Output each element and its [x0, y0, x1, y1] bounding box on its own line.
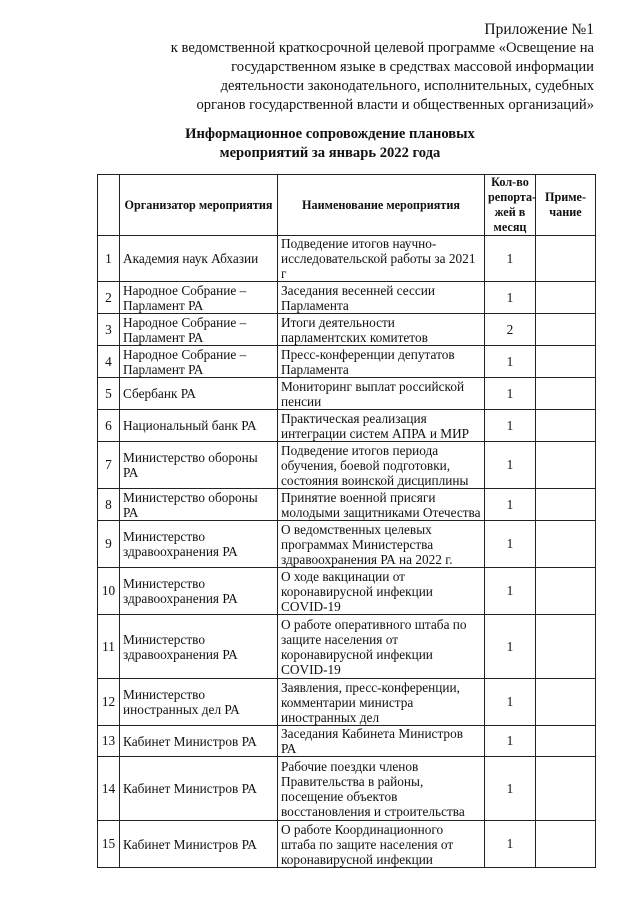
- table-row: [98, 282, 596, 314]
- row-organizer: Национальный банк РА: [120, 410, 278, 442]
- table-row: [98, 410, 596, 442]
- row-event: О работе оперативного штаба по защите населения от коронавирусной инфекции COVID-19: [278, 615, 485, 679]
- table-row: [98, 821, 596, 868]
- row-note: [536, 521, 596, 568]
- row-quantity: 1: [485, 679, 536, 726]
- title-line: Информационное сопровождение плановых: [185, 126, 475, 142]
- row-organizer: Кабинет Министров РА: [120, 726, 278, 757]
- row-number: 13: [98, 726, 120, 757]
- row-quantity: 2: [485, 314, 536, 346]
- table-body: [98, 236, 596, 868]
- row-quantity: 1: [485, 489, 536, 521]
- row-note: [536, 757, 596, 821]
- table-row: [98, 726, 596, 757]
- header-number: [98, 175, 120, 236]
- table-row: [98, 236, 596, 282]
- row-quantity: 1: [485, 726, 536, 757]
- row-note: [536, 821, 596, 868]
- table-row: [98, 489, 596, 521]
- row-quantity: 1: [485, 282, 536, 314]
- row-event: Принятие военной присяги молодыми защитниками Отечества: [278, 489, 485, 521]
- row-note: [536, 726, 596, 757]
- row-note: [536, 442, 596, 489]
- row-organizer: Народное Собрание – Парламент РА: [120, 346, 278, 378]
- row-organizer: Народное Собрание – Парламент РА: [120, 282, 278, 314]
- row-number: 2: [98, 282, 120, 314]
- row-number: 3: [98, 314, 120, 346]
- row-organizer: Кабинет Министров РА: [120, 821, 278, 868]
- row-event: Подведение итогов периода обучения, боевой подготовки, состояния воинской дисциплины: [278, 442, 485, 489]
- row-quantity: 1: [485, 410, 536, 442]
- table-header-row: [98, 175, 596, 236]
- header-event: Наименование мероприятия: [278, 175, 485, 236]
- row-organizer: Народное Собрание – Парламент РА: [120, 314, 278, 346]
- appendix-header: [110, 20, 594, 115]
- table-row: [98, 679, 596, 726]
- row-event: Заседания весенней сессии Парламента: [278, 282, 485, 314]
- row-quantity: 1: [485, 346, 536, 378]
- row-event: О работе Координационного штаба по защите населения от коронавирусной инфекции: [278, 821, 485, 868]
- header-quantity: Кол-во репорта-жей в месяц: [485, 175, 536, 236]
- row-quantity: 1: [485, 821, 536, 868]
- row-number: 5: [98, 378, 120, 410]
- row-event: О ведомственных целевых программах Министерства здравоохранения РА на 2022 г.: [278, 521, 485, 568]
- row-note: [536, 378, 596, 410]
- row-organizer: Министерство обороны РА: [120, 442, 278, 489]
- table-row: [98, 346, 596, 378]
- row-organizer: Министерство здравоохранения РА: [120, 615, 278, 679]
- row-note: [536, 314, 596, 346]
- row-note: [536, 489, 596, 521]
- table-row: [98, 568, 596, 615]
- row-organizer: Академия наук Абхазии: [120, 236, 278, 282]
- row-number: 4: [98, 346, 120, 378]
- row-number: 15: [98, 821, 120, 868]
- row-number: 14: [98, 757, 120, 821]
- row-quantity: 1: [485, 442, 536, 489]
- row-organizer: Министерство здравоохранения РА: [120, 521, 278, 568]
- row-event: Подведение итогов научно-исследовательской работы за 2021 г: [278, 236, 485, 282]
- row-number: 8: [98, 489, 120, 521]
- row-event: Заявления, пресс-конференции, комментарии министра иностранных дел: [278, 679, 485, 726]
- row-note: [536, 236, 596, 282]
- row-event: Практическая реализация интеграции систем АПРА и МИР: [278, 410, 485, 442]
- appendix-number: Приложение №1: [484, 21, 594, 38]
- row-organizer: Министерство иностранных дел РА: [120, 679, 278, 726]
- row-organizer: Министерство обороны РА: [120, 489, 278, 521]
- row-number: 12: [98, 679, 120, 726]
- row-organizer: Кабинет Министров РА: [120, 757, 278, 821]
- row-number: 11: [98, 615, 120, 679]
- appendix-line: органов государственной власти и общественных организаций»: [196, 97, 594, 113]
- table-row: [98, 757, 596, 821]
- table-row: [98, 615, 596, 679]
- row-number: 9: [98, 521, 120, 568]
- row-number: 7: [98, 442, 120, 489]
- row-quantity: 1: [485, 568, 536, 615]
- row-quantity: 1: [485, 757, 536, 821]
- row-event: Пресс-конференции депутатов Парламента: [278, 346, 485, 378]
- table-row: [98, 442, 596, 489]
- row-event: Заседания Кабинета Министров РА: [278, 726, 485, 757]
- row-number: 6: [98, 410, 120, 442]
- row-number: 10: [98, 568, 120, 615]
- row-organizer: Сбербанк РА: [120, 378, 278, 410]
- row-note: [536, 679, 596, 726]
- row-event: Итоги деятельности парламентских комитетов: [278, 314, 485, 346]
- row-quantity: 1: [485, 236, 536, 282]
- row-organizer: Министерство здравоохранения РА: [120, 568, 278, 615]
- row-quantity: 1: [485, 378, 536, 410]
- row-number: 1: [98, 236, 120, 282]
- row-event: Мониторинг выплат российской пенсии: [278, 378, 485, 410]
- header-note: Приме-чание: [536, 175, 596, 236]
- row-note: [536, 410, 596, 442]
- appendix-line: деятельности законодательного, исполнительных, судебных: [220, 78, 594, 94]
- document-title: [150, 125, 510, 163]
- row-note: [536, 346, 596, 378]
- table-row: [98, 314, 596, 346]
- row-quantity: 1: [485, 615, 536, 679]
- events-table: [97, 174, 596, 868]
- row-event: Рабочие поездки членов Правительства в районы, посещение объектов восстановления и строительства: [278, 757, 485, 821]
- row-note: [536, 282, 596, 314]
- row-note: [536, 568, 596, 615]
- row-event: О ходе вакцинации от коронавирусной инфекции COVID-19: [278, 568, 485, 615]
- row-note: [536, 615, 596, 679]
- row-quantity: 1: [485, 521, 536, 568]
- header-organizer: Организатор мероприятия: [120, 175, 278, 236]
- table-row: [98, 521, 596, 568]
- table-row: [98, 378, 596, 410]
- appendix-line: государственном языке в средствах массовой информации: [231, 59, 594, 75]
- title-line: мероприятий за январь 2022 года: [219, 145, 441, 161]
- appendix-line: к ведомственной краткосрочной целевой программе «Освещение на: [170, 40, 594, 56]
